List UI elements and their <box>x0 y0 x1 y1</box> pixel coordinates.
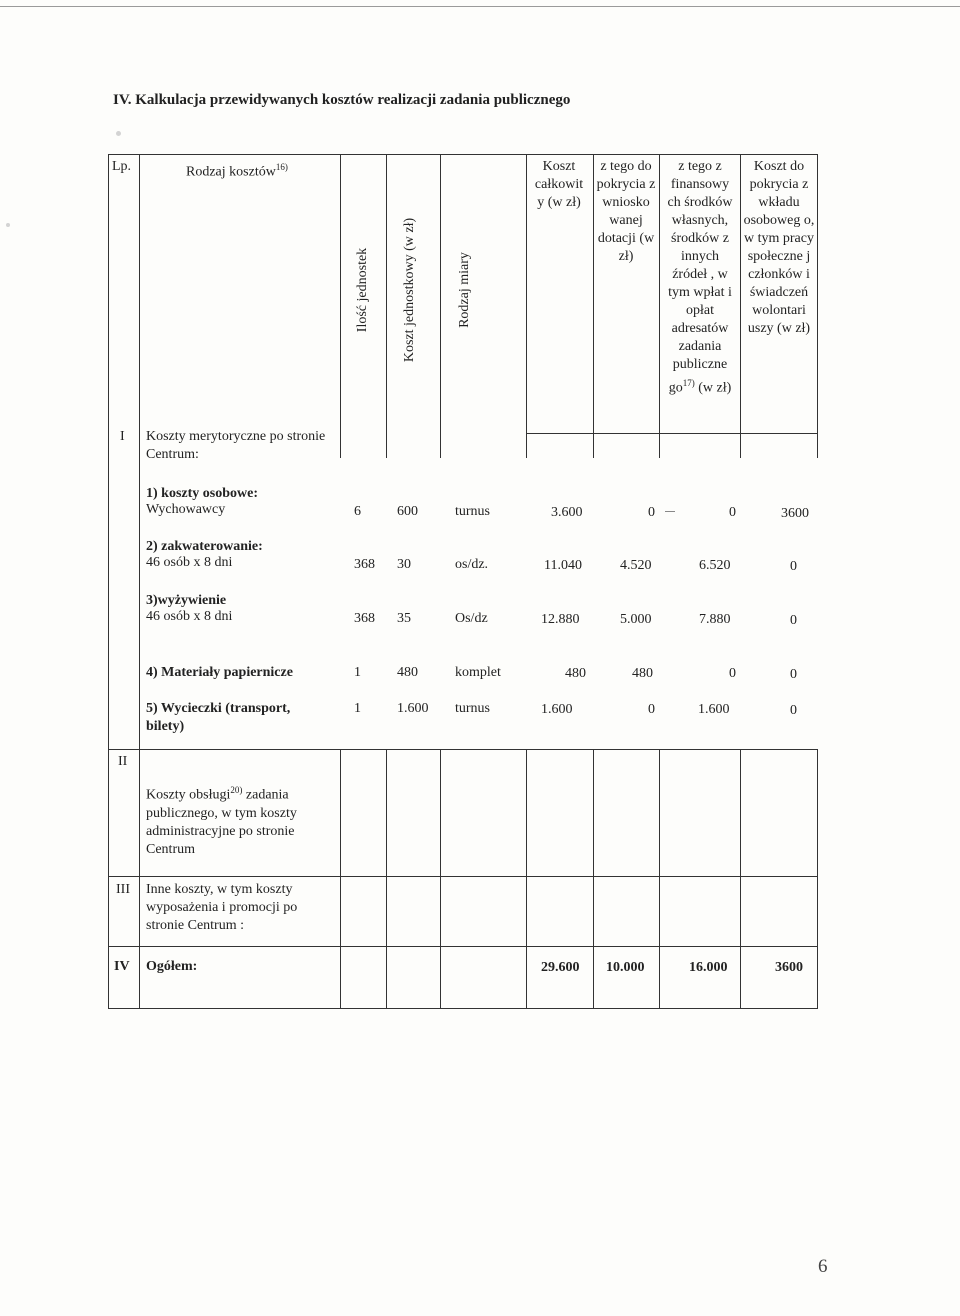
col-rule <box>139 154 140 1009</box>
row-5-title: 5) Wycieczki (transport, bilety) <box>146 701 291 734</box>
col-rule <box>740 749 741 1009</box>
section-II-lp: II <box>118 754 128 769</box>
section-I-label: Koszty merytoryczne po stronie Centrum: <box>146 429 326 462</box>
row-1-wklad: 3600 <box>781 506 809 521</box>
row-1-desc: Wychowawcy <box>146 502 226 517</box>
row-2-koszt-jedn: 30 <box>397 557 411 572</box>
row-2-miara: os/dz. <box>455 557 489 572</box>
row-5-miara: turnus <box>455 701 490 716</box>
page-number: 6 <box>818 1256 828 1277</box>
col-rule <box>340 749 341 1009</box>
row-3-desc: 46 osób x 8 dni <box>146 609 233 624</box>
col-rule <box>108 154 109 1009</box>
row-1-dotacja: 0 <box>648 505 655 520</box>
table-top-border <box>108 154 818 155</box>
col-rule <box>740 154 741 458</box>
col-rule <box>340 154 341 458</box>
row-4-dotacja: 480 <box>632 666 653 681</box>
row-3-koszt-calk: 12.880 <box>541 612 580 627</box>
section-III-label: Inne koszty, w tym koszty wyposażenia i promocji po stronie Centrum : <box>146 882 298 933</box>
row-2-title: 2) zakwaterowanie: <box>146 539 263 554</box>
col-rule <box>386 749 387 1009</box>
col-rule <box>593 154 594 458</box>
col-rule <box>659 154 660 458</box>
row-rule-IV <box>108 946 818 947</box>
header-koszt-jednostkowy: Koszt jednostkowy (w zł) <box>402 217 417 363</box>
row-3-wklad: 0 <box>790 613 797 628</box>
col-rule <box>817 749 818 1009</box>
total-wlasne: 16.000 <box>689 960 728 975</box>
row-2-dotacja: 4.520 <box>620 558 652 573</box>
header-lp: Lp. <box>112 159 132 174</box>
header-ilosc-jednostek: Ilość jednostek <box>355 247 370 333</box>
row-4-title: 4) Materiały papiernicze <box>146 665 293 680</box>
col-rule <box>386 154 387 458</box>
row-5-koszt-jedn: 1.600 <box>397 701 429 716</box>
row-4-koszt-calk: 480 <box>565 666 586 681</box>
scan-speck <box>116 131 121 136</box>
col-rule <box>440 154 441 458</box>
row-3-title: 3)wyżywienie <box>146 593 227 608</box>
row-3-koszt-jedn: 35 <box>397 611 411 626</box>
total-koszt-calk: 29.600 <box>541 960 580 975</box>
col-rule <box>593 749 594 1009</box>
header-srodki-wlasne: z tego z finansowy ch środków własnych, środków z innych źródeł , w tym wpłat i opłat adresatów zadania publiczne $go^{17)}$ (w zł) <box>667 159 733 396</box>
col-rule <box>817 154 818 458</box>
row-4-ilosc: 1 <box>354 665 361 680</box>
total-wklad: 3600 <box>775 960 803 975</box>
col-rule <box>659 749 660 1009</box>
row-rule-III <box>108 876 818 877</box>
total-label: Ogółem: <box>146 959 198 974</box>
row-4-koszt-jedn: 480 <box>397 665 418 680</box>
row-5-dotacja: 0 <box>648 702 655 717</box>
scan-speck <box>6 223 10 227</box>
pencil-mark <box>665 511 675 512</box>
col-rule <box>440 749 441 1009</box>
header-rodzaj-kosztow: Rodzaj kosztów$^{16)}$ <box>186 162 288 180</box>
row-4-wklad: 0 <box>790 667 797 682</box>
table-bottom-border <box>108 1008 818 1009</box>
total-dotacja: 10.000 <box>606 960 645 975</box>
row-2-wlasne: 6.520 <box>699 558 731 573</box>
row-3-dotacja: 5.000 <box>620 612 652 627</box>
row-5-ilosc: 1 <box>354 701 361 716</box>
row-1-ilosc: 6 <box>354 504 361 519</box>
row-4-miara: komplet <box>455 665 501 680</box>
row-1-title: 1) koszty osobowe: <box>146 486 258 501</box>
row-3-wlasne: 7.880 <box>699 612 731 627</box>
row-5-koszt-calk: 1.600 <box>541 702 573 717</box>
col-rule <box>526 154 527 458</box>
row-1-miara: turnus <box>455 504 490 519</box>
row-rule-II <box>108 749 818 750</box>
header-wklad-osobowy: Koszt do pokrycia z wkładu osoboweg o, w tym pracy społeczne j członków i świadczeń wolontari uszy (w zł) <box>743 159 815 336</box>
section-III-lp: III <box>116 882 130 897</box>
row-5-wlasne: 1.600 <box>698 702 730 717</box>
header-rodzaj-miary: Rodzaj miary <box>457 252 472 328</box>
header-bottom-rule <box>526 433 818 434</box>
row-1-koszt-jedn: 600 <box>397 504 418 519</box>
row-3-ilosc: 368 <box>354 611 375 626</box>
header-z-dotacji: z tego do pokrycia z wniosko wanej dotacji (w zł) <box>596 159 656 264</box>
section-IV-lp: IV <box>114 959 130 974</box>
row-2-koszt-calk: 11.040 <box>544 558 582 573</box>
row-2-wklad: 0 <box>790 559 797 574</box>
row-5-wklad: 0 <box>790 703 797 718</box>
row-3-miara: Os/dz <box>455 611 488 626</box>
row-2-desc: 46 osób x 8 dni <box>146 555 233 570</box>
section-heading: IV. Kalkulacja przewidywanych kosztów realizacji zadania publicznego <box>113 92 571 108</box>
row-4-wlasne: 0 <box>729 666 736 681</box>
col-rule <box>526 749 527 1009</box>
header-koszt-calkowity: Koszt całkowit y (w zł) <box>534 159 584 210</box>
top-rule <box>0 6 960 7</box>
section-II-label: Koszty obsługi$^{20)}$ zadania publicznego, w tym koszty administracyjne po stronie Centrum <box>146 785 297 857</box>
section-I-lp: I <box>120 429 125 444</box>
row-2-ilosc: 368 <box>354 557 375 572</box>
row-1-koszt-calk: 3.600 <box>551 505 583 520</box>
row-1-wlasne: 0 <box>729 505 736 520</box>
